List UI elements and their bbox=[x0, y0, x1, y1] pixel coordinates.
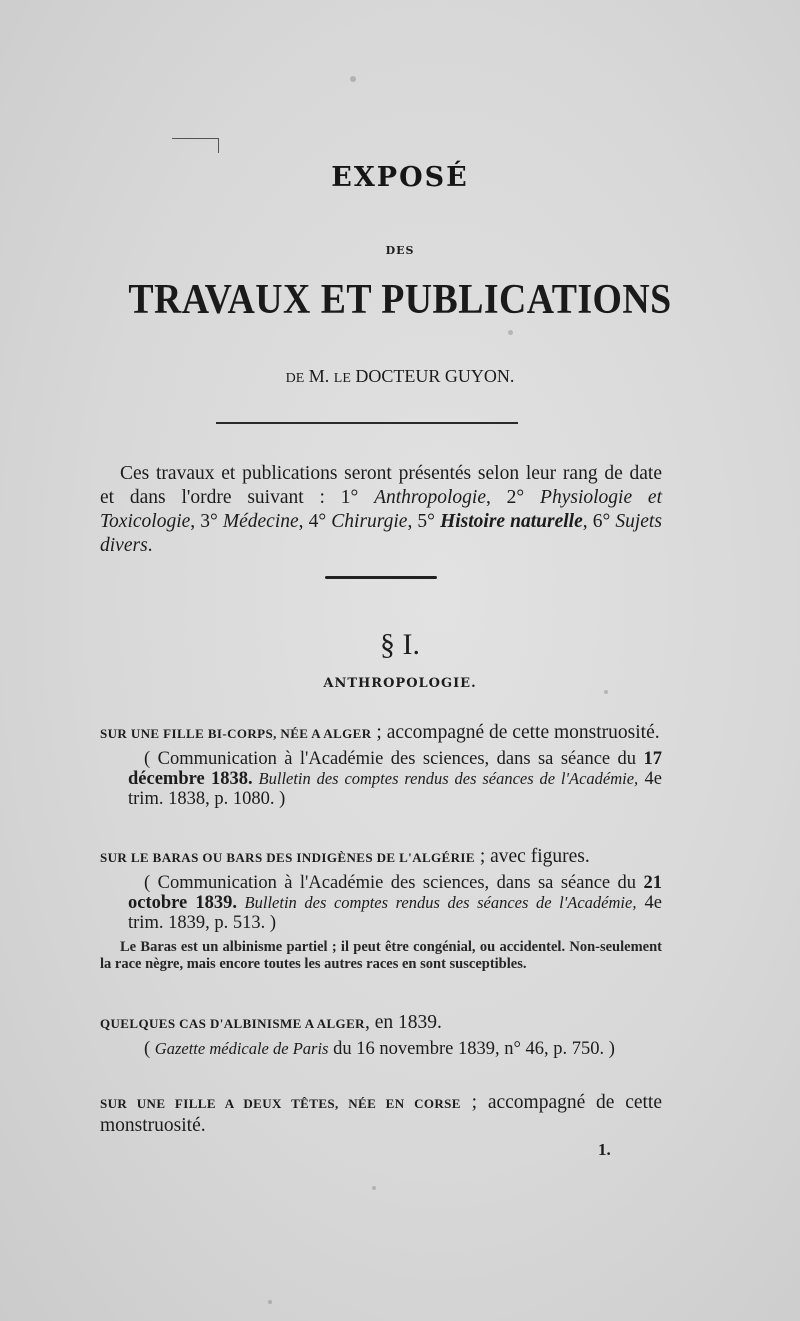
entry-title bbox=[100, 1012, 662, 1035]
intro-anthropologie: Anthropologie bbox=[374, 487, 486, 508]
entry-title bbox=[100, 1092, 662, 1137]
ref-date: 17 décembre 1838. bbox=[128, 749, 662, 789]
intro-sep: , 2° bbox=[486, 487, 541, 508]
ref-italic: Bulletin des comptes rendus des séances de l'Académie, bbox=[252, 769, 639, 788]
scan-speck bbox=[268, 1300, 272, 1304]
corner-bracket-mark bbox=[172, 138, 219, 153]
section-title: ANTHROPOLOGIE. bbox=[323, 676, 477, 691]
author-m: M. bbox=[308, 366, 330, 386]
entry-title-rest: ; accompagné de cette monstruosité. bbox=[100, 1092, 662, 1136]
divider-rule-long bbox=[216, 422, 518, 424]
author-docteur: DOCTEUR bbox=[355, 366, 441, 386]
entry-title-rest: ; avec figures. bbox=[474, 846, 590, 867]
author-name: GUYON. bbox=[444, 366, 515, 386]
intro-chirurgie: Chirurgie bbox=[331, 511, 408, 532]
entry-reference bbox=[100, 873, 662, 933]
ref-text: ( Communication à l'Académie des sciences, dans sa séance du bbox=[144, 873, 644, 893]
intro-medecine: Médecine bbox=[222, 511, 299, 532]
intro-histoire: Histoire naturelle bbox=[440, 511, 583, 532]
ref-date: 21 octobre 1839. bbox=[128, 873, 662, 913]
entry-reference bbox=[100, 1039, 662, 1059]
intro-paragraph bbox=[100, 462, 662, 558]
page-number: 1. bbox=[598, 1140, 611, 1159]
entry-title-smallcaps: SUR UNE FILLE BI-CORPS, NÉE A ALGER bbox=[100, 726, 372, 741]
author-de: DE bbox=[285, 371, 305, 386]
ref-end: du 16 novembre 1839, n° 46, p. 750. ) bbox=[328, 1039, 615, 1059]
intro-text: Ces travaux et publications seront présentés selon leur rang de date et dans l'ordre suivant : 1° bbox=[100, 463, 662, 508]
entry-reference bbox=[100, 749, 662, 809]
page-title: TRAVAUX ET PUBLICATIONS bbox=[128, 277, 672, 323]
entry-title-smallcaps: SUR UNE FILLE A DEUX TÊTES, NÉE EN CORSE bbox=[100, 1096, 461, 1111]
scan-speck bbox=[604, 690, 608, 694]
entry-title-smallcaps: SUR LE BARAS OU BARS DES INDIGÈNES DE L'ALGÉRIE bbox=[100, 850, 475, 865]
section-mark: § I. bbox=[380, 628, 420, 661]
intro-sep: , 5° bbox=[407, 511, 441, 532]
scan-speck bbox=[508, 330, 513, 335]
entry-item bbox=[100, 1092, 662, 1137]
author-le: LE bbox=[333, 371, 351, 386]
entry-item bbox=[100, 846, 662, 973]
ref-open: ( bbox=[144, 1039, 155, 1059]
ref-end: 4e trim. 1838, p. 1080. ) bbox=[128, 769, 662, 809]
entry-note: Le Baras est un albinisme partiel ; il peut être congénial, ou accidentel. Non-seulement la race nègre, mais encore toutes les autres races en sont susceptibles. bbox=[100, 939, 662, 972]
intro-physiologie: Physiologie et Toxicologie bbox=[100, 487, 662, 532]
author-line bbox=[20, 366, 780, 387]
ref-text: ( Communication à l'Académie des sciences, dans sa séance du bbox=[144, 749, 644, 769]
heading-expose: EXPOSÉ bbox=[331, 162, 469, 193]
scan-speck bbox=[372, 1186, 376, 1190]
entry-title bbox=[100, 722, 662, 745]
entry-item bbox=[100, 722, 662, 809]
intro-sujets: Sujets divers bbox=[100, 511, 662, 556]
intro-sep: , 3° bbox=[190, 511, 223, 532]
entry-item bbox=[100, 1012, 662, 1059]
divider-rule-short bbox=[325, 576, 437, 579]
intro-end: . bbox=[147, 535, 153, 556]
entry-title-rest: , en 1839. bbox=[364, 1012, 442, 1033]
scan-speck bbox=[350, 76, 356, 82]
ref-end: 4e trim. 1839, p. 513. ) bbox=[128, 893, 663, 933]
entry-title-smallcaps: QUELQUES CAS D'ALBINISME A ALGER bbox=[100, 1016, 365, 1031]
entry-title bbox=[100, 846, 662, 869]
intro-sep: , 4° bbox=[298, 511, 332, 532]
intro-sep: , 6° bbox=[582, 511, 616, 532]
ref-italic: Gazette médicale de Paris bbox=[154, 1039, 329, 1058]
heading-des: DES bbox=[385, 244, 415, 257]
ref-italic: Bulletin des comptes rendus des séances de l'Académie, bbox=[236, 893, 637, 912]
entry-title-rest: ; accompagné de cette monstruosité. bbox=[371, 722, 660, 743]
